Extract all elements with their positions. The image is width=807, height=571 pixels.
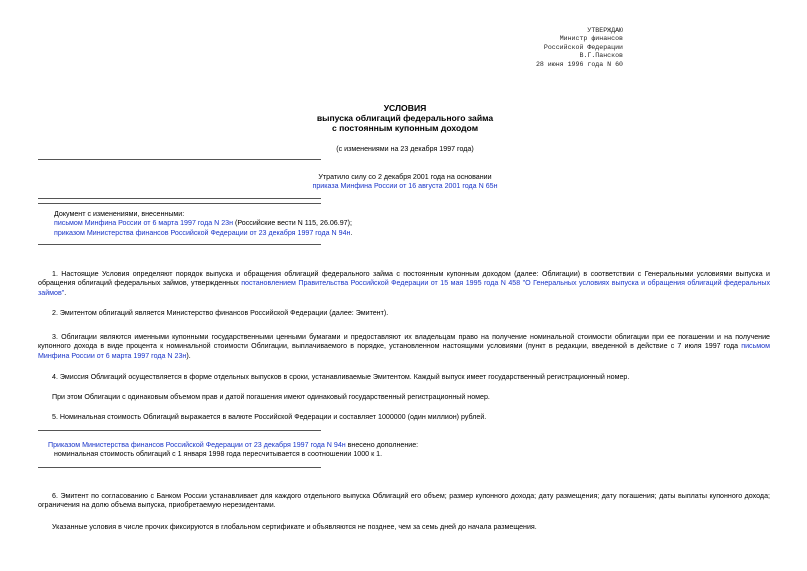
divider: [38, 467, 321, 468]
approval-line: Министр финансов: [559, 35, 623, 43]
order-line-2: номинальная стоимость облигаций с 1 января 1998 года пересчитывается в соотношении 1000 к 1.: [54, 450, 383, 459]
approval-stamp: [530, 27, 623, 69]
title-line: выпуска облигаций федерального займа: [316, 113, 494, 124]
paragraph-7: Указанные условия в числе прочих фиксируются в глобальном сертификате и объявляются не позднее, чем за семь дней до начала размещения.: [52, 523, 537, 531]
minfin-letter-link[interactable]: письмом Минфина России от 6 марта 1997 года N 23н: [38, 342, 770, 360]
order-amendment: [48, 441, 748, 460]
paragraph-3: [38, 333, 770, 361]
changes-item-link[interactable]: письмом Минфина России от 6 марта 1997 года N 23н: [54, 219, 234, 228]
changes-item-link[interactable]: приказом Министерства финансов Российской Федерации от 23 декабря 1997 года N 94н: [54, 228, 351, 237]
approval-line: 28 июня 1996 года N 60: [535, 60, 623, 68]
paragraph-2: 2. Эмитентом облигаций является Министерство финансов Российской Федерации (далее: Эмитент).: [52, 309, 389, 317]
expired-text: Утратило силу со 2 декабря 2001 года на основании: [318, 173, 492, 181]
divider: [38, 430, 321, 431]
amendment-note: (с изменениями на 23 декабря 1997 года): [336, 145, 474, 153]
paragraph-4: 4. Эмиссия Облигаций осуществляется в форме отдельных выпусков в сроки, устанавливаемые Эмитентом. Каждый выпуск имеет государственный регистрационный номер.: [52, 373, 630, 381]
order-line: [48, 441, 748, 450]
changes-item: [54, 229, 474, 238]
divider: [38, 198, 321, 199]
approval-line: Российской Федерации: [543, 43, 623, 51]
document-title: [80, 103, 730, 134]
paragraph-5: 5. Номинальная стоимость Облигаций выражается в валюте Российской Федерации и составляет 1000000 (один миллион) рублей.: [52, 413, 487, 421]
paragraph-end: ).: [186, 351, 191, 360]
divider: [38, 244, 321, 245]
changes-intro: Документ с изменениями, внесенными:: [54, 210, 185, 218]
order-link[interactable]: Приказом Министерства финансов Российской Федерации от 23 декабря 1997 года N 94н: [48, 441, 346, 449]
government-decree-link[interactable]: постановлением Правительства Российской Федерации от 15 мая 1995 года N 458 "О Генеральных условиях выпуска и обращения облигаций федеральных займов": [38, 279, 770, 297]
paragraph-text: 1. Настоящие Условия определяют порядок выпуска и обращения облигаций федерального займа с постоянным купонным доходом (далее: Облигации) в соответствии с Генеральными условиями выпуска и обращения облигаций федеральных займов, утвержденных: [38, 270, 770, 288]
changes-item-text: .: [350, 228, 353, 237]
paragraph-4b: При этом Облигации с одинаковым объемом прав и датой погашения имеют одинаковый государственный регистрационный номер.: [52, 393, 490, 401]
expired-order-link[interactable]: приказа Минфина России от 16 августа 2001 года N 65н: [312, 182, 498, 191]
changes-list: [54, 210, 474, 238]
divider: [38, 203, 321, 204]
order-text: внесено дополнение:: [345, 441, 419, 449]
paragraph-end: .: [64, 288, 67, 297]
changes-item-text: (Российские вести N 115, 26.06.97);: [233, 219, 352, 228]
paragraph-text: 3. Облигации являются именными купонными государственными ценными бумагами и предоставляют их владельцам право на получение номинальной стоимости облигации при ее погашении и на получение купонного дохода в виде процента к номинальной стоимости Облигации, выплачиваемого в порядке, установленном настоящими условиями (пункт в редакции, введенной в действие с 7 июля 1997 года: [38, 333, 770, 351]
approval-line: В.Г.Пансков: [579, 52, 623, 60]
expired-notice: [80, 173, 730, 192]
approval-line: УТВЕРЖДАЮ: [587, 27, 623, 34]
paragraph-6: 6. Эмитент по согласованию с Банком России устанавливает для каждого отдельного выпуска Облигаций его объем; размер купонного дохода; дату размещения; дату погашения; даты выплаты купонного дохода; ограничения на долю объема выпуска, приобретаемую нерезидентами.: [38, 492, 770, 510]
title-line: с постоянным купонным доходом: [331, 123, 479, 134]
divider: [38, 159, 321, 160]
title-line: УСЛОВИЯ: [383, 103, 427, 113]
changes-item: [54, 219, 474, 228]
paragraph-1: [38, 270, 770, 298]
